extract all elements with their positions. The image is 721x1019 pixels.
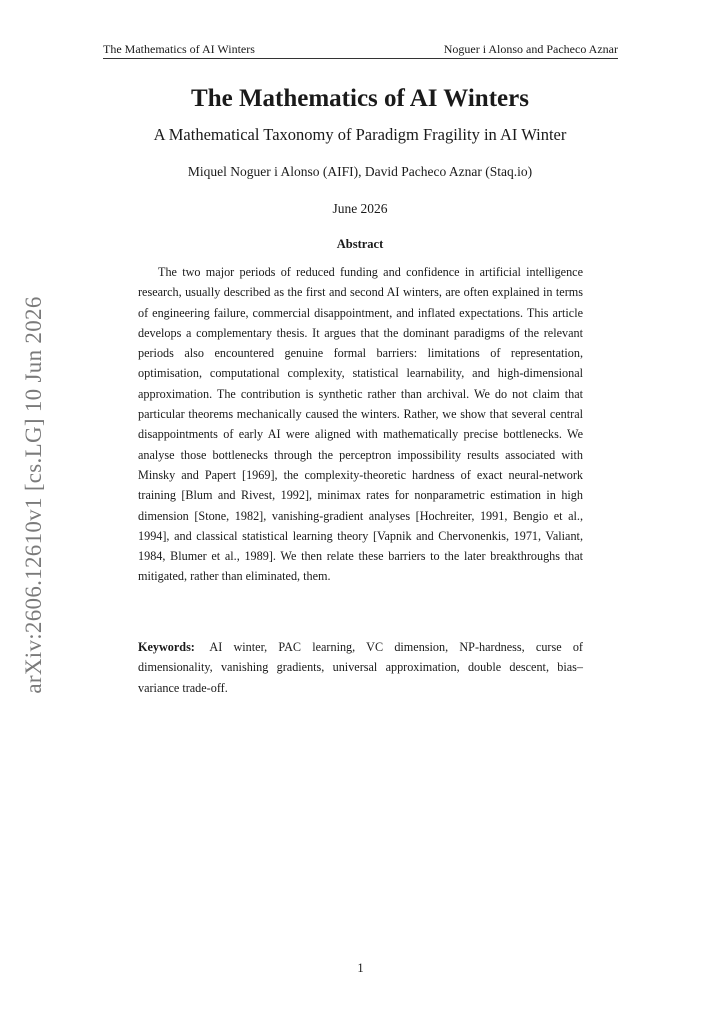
paper-title: The Mathematics of AI Winters bbox=[191, 85, 529, 112]
keywords-list: AI winter, PAC learning, VC dimension, NP-hardness, curse of dimensionality, vanishing gradients, universal approximation, double descent, bias–variance trade-off. bbox=[138, 640, 583, 695]
running-header-title: The Mathematics of AI Winters bbox=[103, 42, 255, 56]
page-number: 1 bbox=[357, 961, 364, 975]
keywords-label: Keywords: bbox=[138, 640, 195, 654]
paper-date: June 2026 bbox=[332, 201, 388, 216]
paper-subtitle: A Mathematical Taxonomy of Paradigm Fragility in AI Winter bbox=[153, 125, 567, 144]
keywords-paragraph bbox=[138, 637, 583, 698]
running-header-authors: Noguer i Alonso and Pacheco Aznar bbox=[443, 42, 618, 56]
running-header bbox=[103, 42, 618, 59]
paper-authors: Miquel Noguer i Alonso (AIFI), David Pacheco Aznar (Staq.io) bbox=[187, 164, 533, 179]
abstract-text: The two major periods of reduced funding and confidence in artificial intelligence research, usually described as the first and second AI winters, are often explained in terms of engineering failure, commercial disappointment, and inflated expectations. This article develops a complementary thesis. It argues that the dominant paradigms of the relevant periods also encountered genuine formal barriers: limitations of representation, optimisation, computational complexity, statistical learnability, and high-dimensional approximation. The contribution is synthetic rather than archival. We do not claim that particular theorems mechanically caused the winters. Rather, we show that several central disappointments of early AI were aligned with mathematically precise bottlenecks. We analyse those bottlenecks through the perceptron impossibility results associated with Minsky and Papert [1969], the complexity-theoretic hardness of exact neural-network training [Blum and Rivest, 1992], minimax rates for nonparametric estimation in high dimension [Stone, 1982], vanishing-gradient analyses [Hochreiter, 1991, Bengio et al., 1994], and classical statistical learning theory [Vapnik and Chervonenkis, 1971, Valiant, 1984, Blumer et al., 1989]. We then relate these barriers to the later breakthroughs that mitigated, rather than eliminated, them. bbox=[138, 265, 583, 584]
arxiv-side-stamp: arXiv:2606.12610v1 [cs.LG] 10 Jun 2026 bbox=[21, 296, 46, 694]
abstract-heading: Abstract bbox=[336, 237, 384, 251]
